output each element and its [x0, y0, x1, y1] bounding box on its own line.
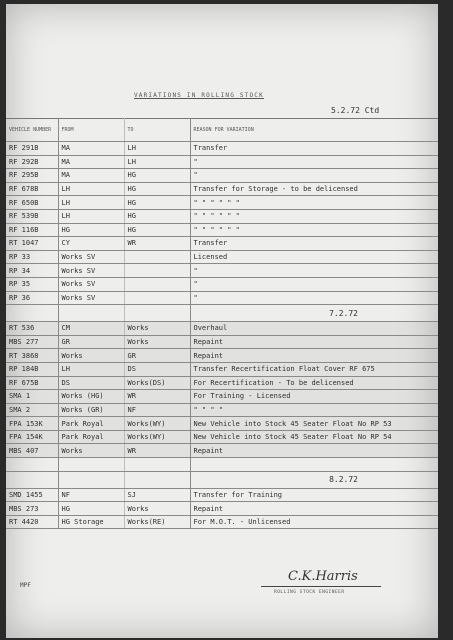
- cell-to: NF: [124, 403, 190, 417]
- table-row: [6, 142, 438, 156]
- cell-to: Works: [124, 322, 190, 336]
- cell-vehicle: [6, 305, 58, 322]
- cell-to: Works(DS): [124, 376, 190, 390]
- table-row: [6, 430, 438, 444]
- table-row: [6, 291, 438, 305]
- cell-reason: Licensed: [190, 250, 438, 264]
- cell-from: HG: [58, 502, 124, 516]
- cell-from: LH: [58, 362, 124, 376]
- cell-to: [124, 471, 190, 488]
- table-row: [6, 223, 438, 237]
- cell-vehicle: RF 292B: [6, 155, 58, 169]
- table-row: [6, 277, 438, 291]
- cell-vehicle: RF 116B: [6, 223, 58, 237]
- cell-vehicle: RF 675B: [6, 376, 58, 390]
- cell-reason: New Vehicle into Stock 45 Seater Float No RP 53: [190, 417, 438, 431]
- cell-to: HG: [124, 209, 190, 223]
- cell-vehicle: MBS 277: [6, 335, 58, 349]
- table-row: [6, 155, 438, 169]
- cell-reason: ": [190, 264, 438, 278]
- cell-to: HG: [124, 196, 190, 210]
- table-row: [6, 390, 438, 404]
- cell-to: LH: [124, 142, 190, 156]
- cell-vehicle: RF 291B: [6, 142, 58, 156]
- cell-reason: " " " ": [190, 403, 438, 417]
- cell-vehicle: RF 539B: [6, 209, 58, 223]
- cell-reason: New Vehicle into Stock 45 Seater Float No RP 54: [190, 430, 438, 444]
- cell-to: HG: [124, 169, 190, 183]
- cell-vehicle: RT 3868: [6, 349, 58, 363]
- cell-reason: Transfer: [190, 237, 438, 251]
- cell-reason: ": [190, 291, 438, 305]
- cell-from: LH: [58, 209, 124, 223]
- cell-from: Park Royal: [58, 417, 124, 431]
- cell-vehicle: RF 650B: [6, 196, 58, 210]
- table-row: [6, 488, 438, 502]
- cell-to: Works(WY): [124, 430, 190, 444]
- blank-row: [6, 458, 438, 472]
- cell-vehicle: MBS 407: [6, 444, 58, 458]
- table-row: [6, 237, 438, 251]
- cell-from: HG Storage: [58, 515, 124, 529]
- cell-reason: ": [190, 277, 438, 291]
- cell-vehicle: SMA 2: [6, 403, 58, 417]
- cell-vehicle: SMD 1455: [6, 488, 58, 502]
- cell-vehicle: MBS 273: [6, 502, 58, 516]
- cell-reason: Repaint: [190, 444, 438, 458]
- cell-vehicle: RF 678B: [6, 182, 58, 196]
- cell-to: Works(WY): [124, 417, 190, 431]
- table-row: [6, 349, 438, 363]
- signature-line: [261, 586, 381, 587]
- cell-to: SJ: [124, 488, 190, 502]
- table-row: [6, 417, 438, 431]
- signatory-role: ROLLING STOCK ENGINEER: [274, 590, 345, 595]
- cell-from: Works SV: [58, 250, 124, 264]
- cell-reason: Repaint: [190, 349, 438, 363]
- cell-reason: [190, 458, 438, 472]
- date-row: [6, 305, 438, 322]
- table-row: [6, 322, 438, 336]
- cell-to: [124, 264, 190, 278]
- cell-from: Works SV: [58, 291, 124, 305]
- cell-reason: Transfer Recertification Float Cover RF 675: [190, 362, 438, 376]
- table-row: [6, 182, 438, 196]
- table-row: [6, 403, 438, 417]
- cell-from: Park Royal: [58, 430, 124, 444]
- cell-from: NF: [58, 488, 124, 502]
- cell-from: Works (GR): [58, 403, 124, 417]
- header-vehicle: VEHICLE NUMBER: [6, 119, 58, 142]
- cell-reason: Repaint: [190, 335, 438, 349]
- cell-from: DS: [58, 376, 124, 390]
- cell-reason: Transfer: [190, 142, 438, 156]
- table-row: [6, 515, 438, 529]
- cell-reason: Transfer for Storage - to be delicensed: [190, 182, 438, 196]
- cell-to: Works: [124, 502, 190, 516]
- table-row: [6, 209, 438, 223]
- cell-from: [58, 305, 124, 322]
- date-label: 7.2.72: [190, 305, 438, 322]
- cell-to: [124, 291, 190, 305]
- table-row: [6, 376, 438, 390]
- cell-vehicle: [6, 458, 58, 472]
- cell-vehicle: RT 4420: [6, 515, 58, 529]
- date-label-top: 5.2.72 Ctd: [331, 106, 380, 115]
- cell-from: MA: [58, 169, 124, 183]
- cell-vehicle: [6, 471, 58, 488]
- cell-from: GR: [58, 335, 124, 349]
- cell-reason: " " " " " ": [190, 209, 438, 223]
- header-from: FROM: [58, 119, 124, 142]
- table-row: [6, 444, 438, 458]
- table-header: [6, 119, 438, 142]
- cell-vehicle: RT 1047: [6, 237, 58, 251]
- table-row: [6, 264, 438, 278]
- cell-from: MA: [58, 155, 124, 169]
- document-heading: VARIATIONS IN ROLLING STOCK: [134, 92, 264, 99]
- cell-to: [124, 250, 190, 264]
- cell-from: MA: [58, 142, 124, 156]
- cell-reason: " " " " " ": [190, 223, 438, 237]
- cell-from: Works SV: [58, 264, 124, 278]
- cell-reason: ": [190, 155, 438, 169]
- cell-from: [58, 458, 124, 472]
- cell-vehicle: SMA 1: [6, 390, 58, 404]
- cell-reason: Overhaul: [190, 322, 438, 336]
- cell-to: HG: [124, 182, 190, 196]
- cell-to: GR: [124, 349, 190, 363]
- cell-to: HG: [124, 223, 190, 237]
- cell-reason: For M.O.T. - Unlicensed: [190, 515, 438, 529]
- footer-initials: MPF: [20, 582, 31, 589]
- header-reason: REASON FOR VARIATION: [190, 119, 438, 142]
- cell-vehicle: RF 295B: [6, 169, 58, 183]
- cell-from: LH: [58, 196, 124, 210]
- table-row: [6, 196, 438, 210]
- cell-to: WR: [124, 390, 190, 404]
- cell-to: WR: [124, 237, 190, 251]
- cell-reason: For Recertification - To be delicensed: [190, 376, 438, 390]
- cell-from: LH: [58, 182, 124, 196]
- cell-vehicle: RP 34: [6, 264, 58, 278]
- date-row: [6, 471, 438, 488]
- table-row: [6, 362, 438, 376]
- cell-to: LH: [124, 155, 190, 169]
- cell-from: Works: [58, 349, 124, 363]
- cell-to: [124, 305, 190, 322]
- cell-vehicle: FPA 153K: [6, 417, 58, 431]
- cell-to: DS: [124, 362, 190, 376]
- cell-vehicle: FPA 154K: [6, 430, 58, 444]
- date-label: 8.2.72: [190, 471, 438, 488]
- cell-vehicle: RP 33: [6, 250, 58, 264]
- table-row: [6, 250, 438, 264]
- cell-reason: For Training - Licensed: [190, 390, 438, 404]
- cell-reason: Transfer for Training: [190, 488, 438, 502]
- cell-from: [58, 471, 124, 488]
- cell-reason: " " " " " ": [190, 196, 438, 210]
- cell-vehicle: RP 184B: [6, 362, 58, 376]
- cell-to: [124, 277, 190, 291]
- cell-vehicle: RT 536: [6, 322, 58, 336]
- cell-from: HG: [58, 223, 124, 237]
- document-page: [6, 4, 438, 638]
- table-row: [6, 502, 438, 516]
- table-row: [6, 169, 438, 183]
- cell-from: CM: [58, 322, 124, 336]
- table-row: [6, 335, 438, 349]
- signature: C.K.Harris: [288, 569, 358, 584]
- cell-to: Works(RE): [124, 515, 190, 529]
- cell-to: Works: [124, 335, 190, 349]
- cell-vehicle: RP 35: [6, 277, 58, 291]
- cell-to: [124, 458, 190, 472]
- cell-from: CY: [58, 237, 124, 251]
- variations-table: [6, 118, 438, 529]
- cell-to: WR: [124, 444, 190, 458]
- cell-vehicle: RP 36: [6, 291, 58, 305]
- cell-from: Works: [58, 444, 124, 458]
- cell-reason: Repaint: [190, 502, 438, 516]
- cell-from: Works (HG): [58, 390, 124, 404]
- cell-reason: ": [190, 169, 438, 183]
- cell-from: Works SV: [58, 277, 124, 291]
- header-to: TO: [124, 119, 190, 142]
